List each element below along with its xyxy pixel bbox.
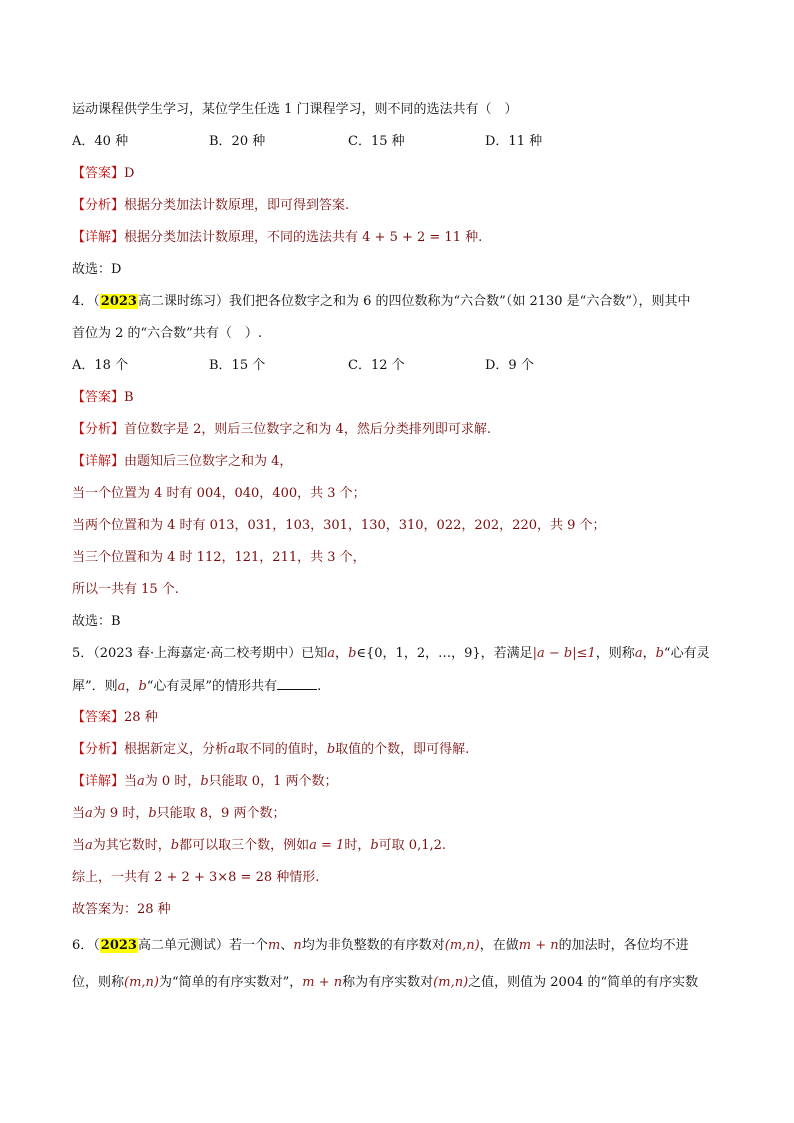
q6-number: 6． bbox=[72, 938, 94, 953]
q5-detail-line-1 bbox=[72, 773, 754, 791]
q5-answer bbox=[72, 709, 754, 727]
q4-option-c: C．12 个 bbox=[348, 358, 405, 373]
q3-options bbox=[72, 133, 732, 151]
q3-stem-tail: 运动课程供学生学习，某位学生任选 1 门课程学习，则不同的选法共有（ ） bbox=[72, 102, 518, 117]
q5-conclusion: 故答案为：28 种 bbox=[72, 902, 171, 917]
q5-summary: 综上，一共有 2 + 2 + 3×8 = 28 种情形. bbox=[72, 870, 320, 885]
answer-value: B bbox=[124, 390, 134, 405]
example-equation: a = 1 bbox=[309, 838, 345, 853]
q3-detail bbox=[72, 229, 754, 247]
var-b: b bbox=[200, 774, 209, 789]
q4-analysis bbox=[72, 421, 754, 439]
detail-text: 可取 0,1,2. bbox=[378, 838, 447, 853]
q6-source-open: （ bbox=[93, 938, 100, 953]
ordered-pair: (m,n) bbox=[124, 975, 159, 990]
q4-option-a: A．18 个 bbox=[72, 358, 129, 373]
answer-tag: 【答案】 bbox=[72, 166, 125, 181]
q4-detail-line-4: 所以一共有 15 个. bbox=[72, 582, 179, 597]
q6-stem-line2 bbox=[72, 974, 754, 992]
q4-options bbox=[72, 357, 732, 375]
q6-stem-text: 之值，则值为 2004 的“简单的有序实数 bbox=[468, 975, 699, 990]
detail-text: 为 9 时， bbox=[92, 806, 149, 821]
q6-stem-text: 位，则称 bbox=[72, 975, 125, 990]
var-a: a bbox=[85, 806, 93, 821]
detail-text: 都可以取三个数，例如 bbox=[179, 838, 310, 853]
q5-stem-text-b: ，则称 bbox=[595, 646, 635, 661]
var-b: b bbox=[148, 806, 157, 821]
detail-text: 当 bbox=[72, 838, 86, 853]
q4-source-open: （ bbox=[93, 294, 100, 309]
q3-option-d: D．11 种 bbox=[485, 134, 543, 149]
q5-detail-line-2 bbox=[72, 805, 754, 823]
detail-text: 只能取 0，1 两个数； bbox=[208, 774, 338, 789]
q4-detail-line-2: 当两个位置和为 4 时有 013，031，103，301，130，310，022，202，220，共 9 个； bbox=[72, 518, 606, 533]
detail-tag: 【详解】 bbox=[72, 774, 125, 789]
q5-stem-text: 犀”．则 bbox=[72, 679, 118, 694]
q6-stem-line1 bbox=[72, 937, 754, 955]
detail-text: 只能取 8，9 两个数； bbox=[156, 806, 286, 821]
analysis-text: 首位数字是 2，则后三位数字之和为 4，然后分类排列即可求解. bbox=[124, 422, 491, 437]
period: . bbox=[317, 679, 322, 694]
var-a: a bbox=[327, 646, 336, 661]
q3-analysis bbox=[72, 197, 754, 215]
detail-text: 当 bbox=[124, 774, 138, 789]
answer-tag: 【答案】 bbox=[72, 390, 125, 405]
var-a: a bbox=[85, 838, 93, 853]
separator: 、 bbox=[280, 938, 294, 953]
detail-text: 根据分类加法计数原理，不同的选法共有 4 + 5 + 2 = 11 种. bbox=[124, 230, 483, 245]
q4-source-rest: 高二课时练习） bbox=[137, 294, 229, 309]
q6-stem-text: 若一个 bbox=[229, 938, 269, 953]
sum-expression: m + n bbox=[518, 938, 559, 953]
separator: ， bbox=[335, 646, 349, 661]
q3-option-a: A．40 种 bbox=[72, 134, 129, 149]
ordered-pair: (m,n) bbox=[433, 975, 469, 990]
q5-stem-text-c: “心有灵 bbox=[663, 646, 710, 661]
q6-source-year: 2023 bbox=[100, 938, 137, 953]
q3-conclusion: 故选：D bbox=[72, 262, 122, 277]
q6-stem-text: ，在做 bbox=[479, 938, 519, 953]
q4-stem-text: 我们把各位数字之和为 6 的四位数称为“六合数”（如 2130 是“六合数”），则其中 bbox=[229, 294, 691, 309]
q5-detail-line-3 bbox=[72, 837, 754, 855]
var-m: m bbox=[268, 938, 281, 953]
detail-tag: 【详解】 bbox=[72, 230, 125, 245]
q6-stem-text: 的加法时，各位均不进 bbox=[558, 938, 689, 953]
ordered-pair: (m,n) bbox=[444, 938, 480, 953]
q5-stem-line1 bbox=[72, 645, 754, 663]
detail-text: 为 0 时， bbox=[144, 774, 201, 789]
sum-expression: m + n bbox=[302, 975, 343, 990]
q4-detail-line-3: 当三个位置和为 4 时 112，121，211，共 3 个， bbox=[72, 550, 366, 565]
analysis-tag: 【分析】 bbox=[72, 422, 125, 437]
var-b: b bbox=[370, 838, 379, 853]
q4-option-d: D．9 个 bbox=[485, 358, 534, 373]
q5-stem-text: 已知 bbox=[301, 646, 328, 661]
q6-stem-text: 为“简单的有序实数对”， bbox=[159, 975, 303, 990]
answer-tag: 【答案】 bbox=[72, 710, 125, 725]
var-b: b bbox=[326, 742, 336, 757]
detail-text: 为其它数时， bbox=[92, 838, 171, 853]
detail-text: 由题知后三位数字之和为 4， bbox=[124, 454, 293, 469]
analysis-tag: 【分析】 bbox=[72, 198, 125, 213]
var-n: n bbox=[293, 938, 302, 953]
q3-answer bbox=[72, 165, 754, 183]
q6-stem-text: 均为非负整数的有序数对 bbox=[301, 938, 445, 953]
var-b: b bbox=[138, 679, 147, 694]
q4-option-b: B．15 个 bbox=[209, 358, 266, 373]
abs-condition: |a − b|≤1 bbox=[532, 646, 596, 661]
analysis-tag: 【分析】 bbox=[72, 742, 125, 757]
q5-analysis bbox=[72, 741, 754, 759]
detail-text: 时， bbox=[344, 838, 371, 853]
q5-source: （2023 春·上海嘉定·高二校考期中） bbox=[93, 646, 302, 661]
separator: ， bbox=[642, 646, 656, 661]
q4-detail-line-1: 当一个位置为 4 时有 004，040，400，共 3 个； bbox=[72, 486, 366, 501]
analysis-text: 根据新定义，分析 bbox=[124, 742, 229, 757]
answer-blank bbox=[277, 677, 317, 690]
q3-option-c: C．15 种 bbox=[348, 134, 405, 149]
analysis-text: 取不同的值时， bbox=[235, 742, 327, 757]
var-b: b bbox=[348, 646, 357, 661]
detail-tag: 【详解】 bbox=[72, 454, 125, 469]
q6-stem-text: 称为有序实数对 bbox=[342, 975, 434, 990]
set-text: ∈{0，1，2，…，9}，若满足 bbox=[356, 646, 533, 661]
var-a: a bbox=[228, 742, 236, 757]
var-a: a bbox=[137, 774, 145, 789]
var-b: b bbox=[655, 646, 664, 661]
q4-stem-line1 bbox=[72, 293, 754, 311]
var-a: a bbox=[634, 646, 643, 661]
analysis-text: 取值的个数，即可得解. bbox=[335, 742, 470, 757]
q4-stem-line2: 首位为 2 的“六合数”共有（ ）. bbox=[72, 326, 262, 341]
q5-stem-line2 bbox=[72, 677, 754, 696]
q5-number: 5． bbox=[72, 646, 94, 661]
var-a: a bbox=[117, 679, 126, 694]
separator: ， bbox=[125, 679, 139, 694]
q4-conclusion: 故选：B bbox=[72, 614, 121, 629]
answer-value: D bbox=[124, 166, 135, 181]
q5-stem-text-b: “心有灵犀”的情形共有 bbox=[146, 679, 278, 694]
q4-detail bbox=[72, 453, 754, 471]
q4-source-year: 2023 bbox=[100, 294, 137, 309]
q4-answer bbox=[72, 389, 754, 407]
var-b: b bbox=[170, 838, 180, 853]
answer-value: 28 种 bbox=[124, 710, 158, 725]
q4-number: 4． bbox=[72, 294, 94, 309]
q3-option-b: B．20 种 bbox=[209, 134, 266, 149]
q6-source-rest: 高二单元测试） bbox=[137, 938, 229, 953]
analysis-text: 根据分类加法计数原理，即可得到答案. bbox=[124, 198, 350, 213]
detail-text: 当 bbox=[72, 806, 86, 821]
